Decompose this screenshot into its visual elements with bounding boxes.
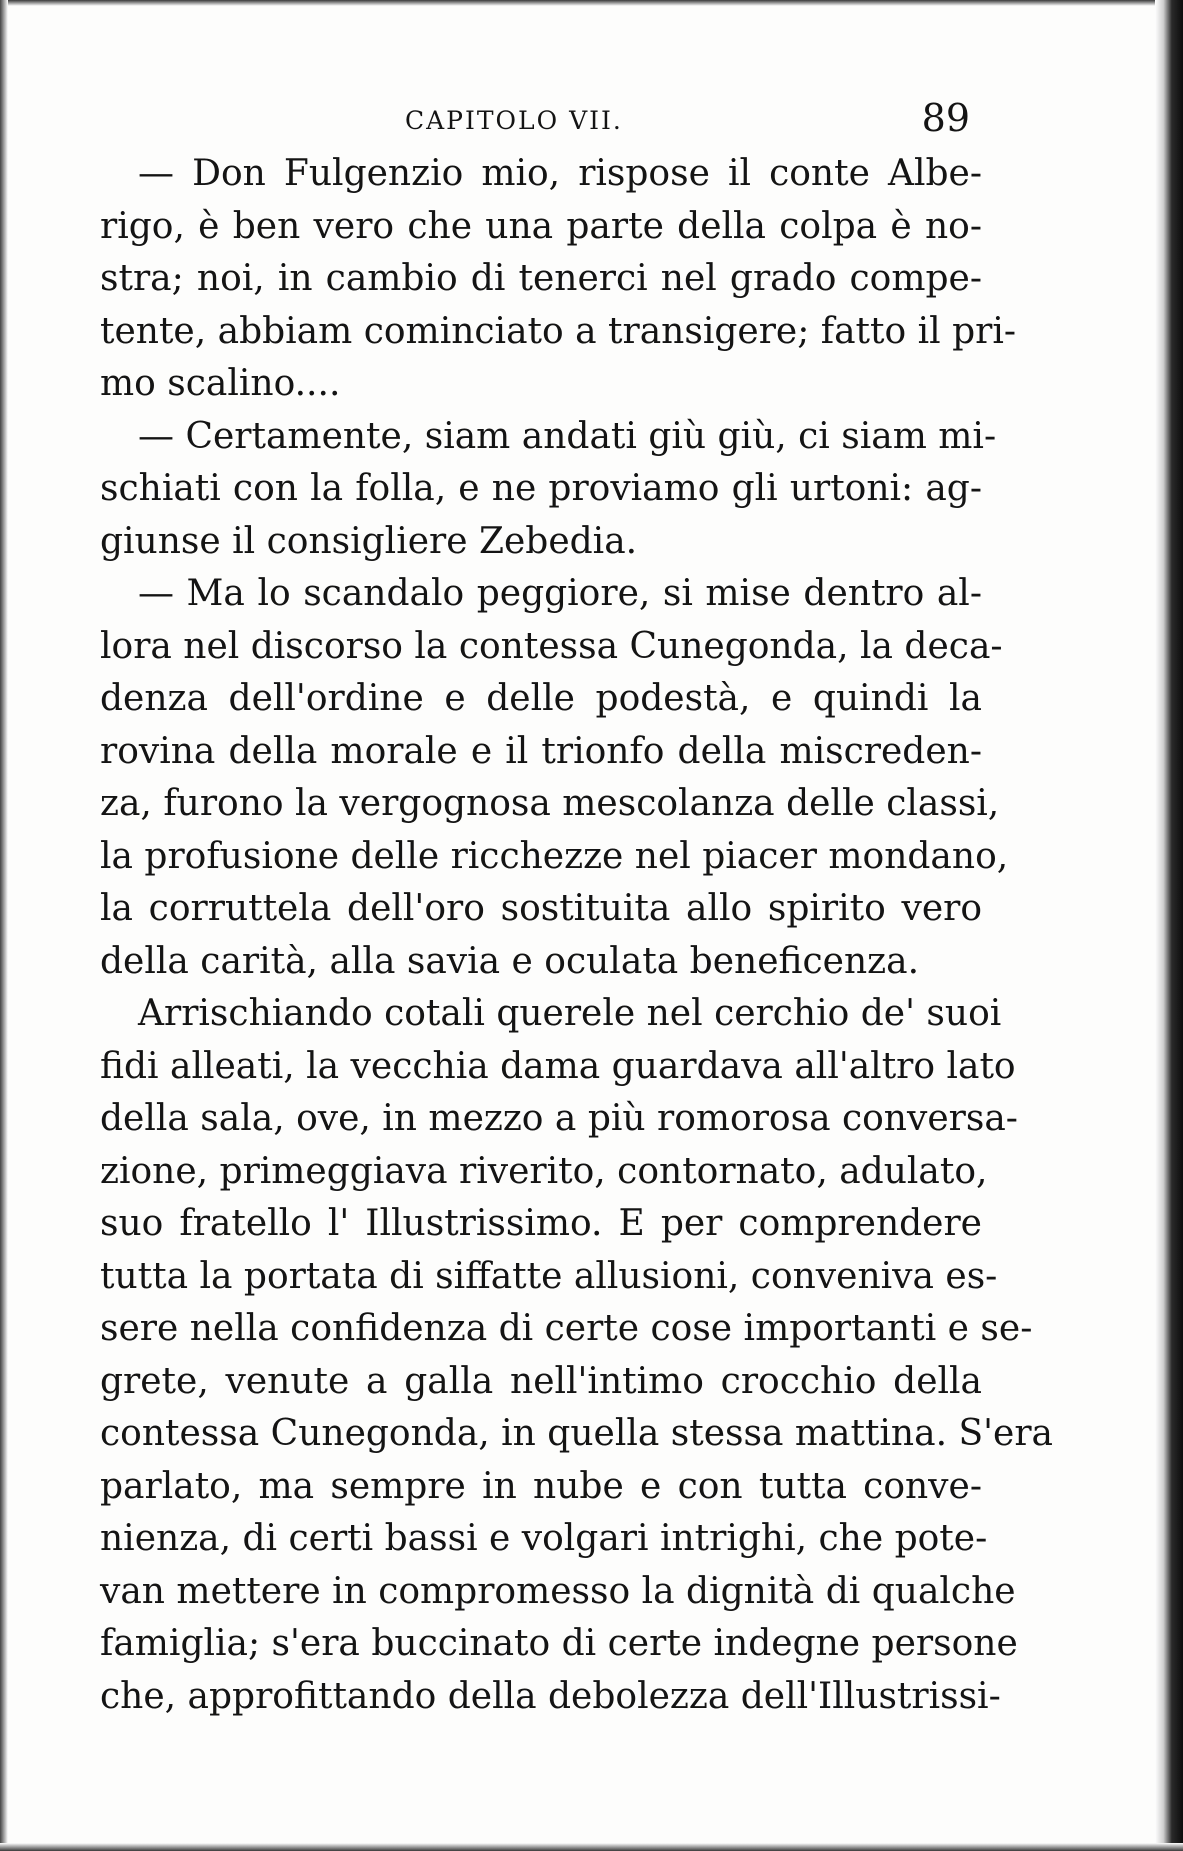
text-line: giunse il consigliere Zebedia. bbox=[100, 520, 638, 562]
text-line: la corruttela dell'oro sostituita allo spirito vero bbox=[100, 888, 982, 929]
running-head: CAPITOLO VII. bbox=[405, 106, 623, 135]
text-line: denza dell'ordine e delle podestà, e quindi la bbox=[100, 678, 982, 719]
scan-edge-top bbox=[0, 0, 1183, 6]
scan-edge-right bbox=[1155, 0, 1183, 1851]
text-line: contessa Cunegonda, in quella stessa mattina. S'era bbox=[100, 1413, 1053, 1454]
page-header bbox=[100, 96, 980, 146]
text-line: lora nel discorso la contessa Cunegonda, la deca- bbox=[100, 625, 1003, 667]
text-line: sere nella confidenza di certe cose importanti e se- bbox=[100, 1308, 1033, 1349]
scan-edge-left bbox=[0, 0, 8, 1851]
text-line: schiati con la folla, e ne proviamo gli urtoni: ag- bbox=[100, 468, 982, 509]
scan-edge-bottom bbox=[0, 1843, 1183, 1851]
text-line: la profusione delle ricchezze nel piacer mondano, bbox=[100, 835, 1009, 877]
text-line: famiglia; s'era buccinato di certe indegne persone bbox=[100, 1623, 1018, 1664]
text-line: van mettere in compromesso la dignità di qualche bbox=[100, 1570, 1016, 1612]
text-line: tutta la portata di siffatte allusioni, conveniva es- bbox=[100, 1255, 998, 1297]
body-text bbox=[100, 148, 1053, 1723]
text-line: — Ma lo scandalo peggiore, si mise dentro al- bbox=[138, 573, 982, 614]
text-line: della carità, alla savia e oculata beneficenza. bbox=[100, 940, 920, 982]
text-line: — Certamente, siam andati giù giù, ci siam mi- bbox=[138, 415, 997, 457]
text-line: stra; noi, in cambio di tenerci nel grado compe- bbox=[100, 258, 982, 299]
text-line: grete, venute a galla nell'intimo crocchio della bbox=[100, 1360, 982, 1402]
page-number: 89 bbox=[921, 96, 970, 140]
text-line: rovina della morale e il trionfo della miscreden- bbox=[100, 730, 982, 772]
text-line: mo scalino.... bbox=[100, 363, 341, 404]
text-line: tente, abbiam cominciato a transigere; fatto il pri- bbox=[100, 310, 1017, 352]
text-line: che, approfittando della debolezza dell'Illustrissi- bbox=[100, 1675, 1001, 1717]
text-line: della sala, ove, in mezzo a più romorosa conversa- bbox=[100, 1098, 1018, 1139]
text-line: za, furono la vergognosa mescolanza delle classi, bbox=[100, 783, 1000, 824]
text-line: nienza, di certi bassi e volgari intrighi, che pote- bbox=[100, 1518, 988, 1559]
text-line: Arrischiando cotali querele nel cerchio de' suoi bbox=[138, 993, 1002, 1034]
text-line: — Don Fulgenzio mio, rispose il conte Albe- bbox=[138, 153, 982, 194]
text-line: parlato, ma sempre in nube e con tutta conve- bbox=[100, 1465, 982, 1507]
text-line: fidi alleati, la vecchia dama guardava all'altro lato bbox=[100, 1045, 1016, 1087]
text-line: suo fratello l' Illustrissimo. E per comprendere bbox=[100, 1203, 982, 1244]
text-line: rigo, è ben vero che una parte della colpa è no- bbox=[100, 205, 982, 247]
text-line: zione, primeggiava riverito, contornato, adulato, bbox=[100, 1150, 988, 1192]
